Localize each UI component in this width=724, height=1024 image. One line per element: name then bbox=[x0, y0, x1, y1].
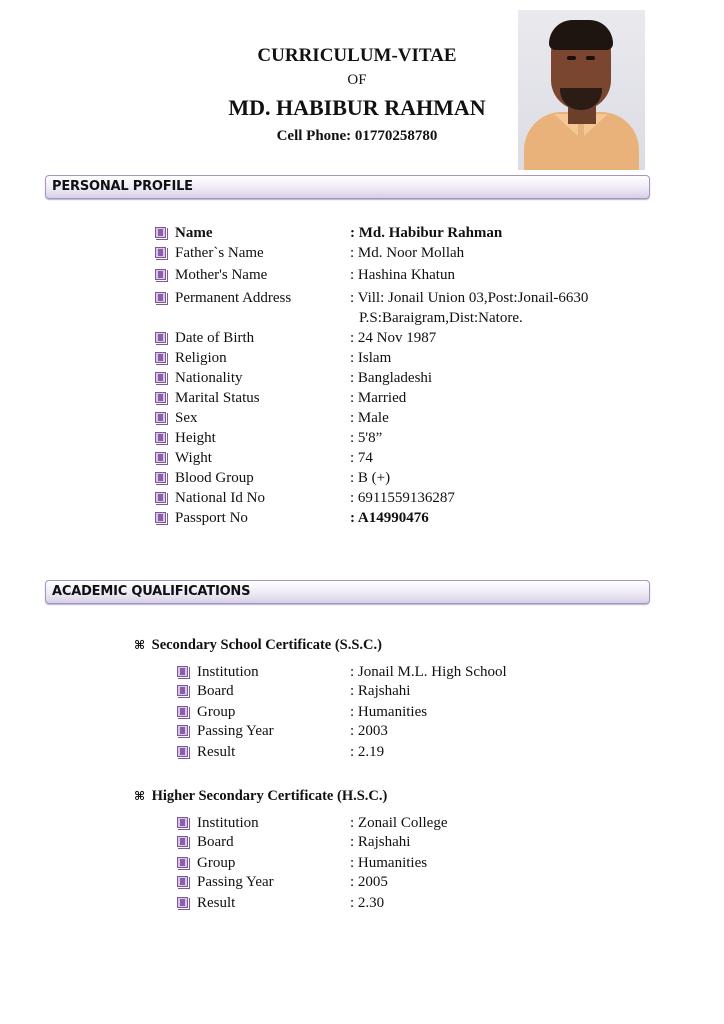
row-label: Mother's Name bbox=[175, 267, 268, 283]
row-label: Result bbox=[197, 744, 236, 760]
book-bullet-icon bbox=[155, 472, 166, 483]
cv-title: CURRICULUM-VITAE bbox=[257, 45, 457, 66]
book-bullet-icon bbox=[177, 725, 188, 736]
row-label: Board bbox=[197, 683, 234, 699]
profile-row-address-cont bbox=[155, 308, 655, 328]
profile-row-blood-group bbox=[155, 468, 655, 488]
row-value: : 2.19 bbox=[350, 744, 385, 760]
book-bullet-icon bbox=[155, 392, 166, 403]
row-value: : Humanities bbox=[350, 704, 428, 720]
row-value: : Rajshahi bbox=[350, 683, 411, 699]
row-label: Date of Birth bbox=[175, 330, 255, 346]
hsc-row-passing-year bbox=[177, 872, 657, 892]
section-personal-profile bbox=[45, 175, 650, 199]
row-value: : Hashina Khatun bbox=[350, 267, 455, 283]
hsc-row-group bbox=[177, 853, 657, 873]
book-bullet-icon bbox=[155, 269, 166, 280]
section-academic-qualifications bbox=[45, 580, 650, 604]
row-label: Father`s Name bbox=[175, 245, 264, 261]
book-bullet-icon bbox=[155, 292, 166, 303]
book-bullet-icon bbox=[155, 452, 166, 463]
book-bullet-icon bbox=[177, 876, 188, 887]
profile-row-height bbox=[155, 428, 655, 448]
hsc-heading bbox=[134, 788, 387, 805]
profile-row-dob bbox=[155, 328, 655, 348]
row-value: : 5'8” bbox=[350, 430, 383, 446]
row-label: Name bbox=[175, 225, 213, 241]
row-label: Institution bbox=[197, 815, 259, 831]
profile-row-nationality bbox=[155, 368, 655, 388]
ssc-heading bbox=[134, 637, 382, 654]
profile-row-father bbox=[155, 243, 655, 263]
hsc-row-result bbox=[177, 893, 657, 913]
row-label: Passing Year bbox=[197, 723, 274, 739]
profile-row-name bbox=[155, 223, 655, 243]
book-bullet-icon bbox=[155, 332, 166, 343]
ssc-row-group bbox=[177, 702, 657, 722]
row-value: : 2003 bbox=[350, 723, 388, 739]
section-title: PERSONAL PROFILE bbox=[52, 179, 193, 194]
row-value: : B (+) bbox=[350, 470, 391, 486]
command-bullet-icon: ⌘ bbox=[134, 789, 146, 803]
profile-photo bbox=[518, 10, 645, 170]
profile-row-national-id bbox=[155, 488, 655, 508]
row-value: : Md. Noor Mollah bbox=[350, 245, 465, 261]
row-value: : 24 Nov 1987 bbox=[350, 330, 437, 346]
profile-row-passport bbox=[155, 508, 655, 528]
row-value: : Jonail M.L. High School bbox=[350, 664, 507, 680]
book-bullet-icon bbox=[177, 857, 188, 868]
row-label: National Id No bbox=[175, 490, 265, 506]
row-label: Group bbox=[197, 855, 236, 871]
row-label: Result bbox=[197, 895, 236, 911]
row-value: : Married bbox=[350, 390, 407, 406]
row-label: Religion bbox=[175, 350, 227, 366]
book-bullet-icon bbox=[155, 352, 166, 363]
profile-row-address bbox=[155, 288, 655, 308]
row-label: Institution bbox=[197, 664, 259, 680]
book-bullet-icon bbox=[155, 247, 166, 258]
row-value: : Male bbox=[350, 410, 389, 426]
row-label: Nationality bbox=[175, 370, 243, 386]
ssc-row-passing-year bbox=[177, 721, 657, 741]
row-label: Wight bbox=[175, 450, 212, 466]
book-bullet-icon bbox=[177, 685, 188, 696]
cell-phone: Cell Phone: 01770258780 bbox=[276, 128, 438, 144]
ssc-row-institution bbox=[177, 662, 657, 682]
row-label: Height bbox=[175, 430, 216, 446]
ssc-row-board bbox=[177, 681, 657, 701]
row-value: : Md. Habibur Rahman bbox=[350, 225, 503, 241]
row-label: Passport No bbox=[175, 510, 248, 526]
book-bullet-icon bbox=[177, 746, 188, 757]
row-label: Group bbox=[197, 704, 236, 720]
section-title: ACADEMIC QUALIFICATIONS bbox=[52, 584, 251, 599]
row-value: : Rajshahi bbox=[350, 834, 411, 850]
profile-row-mother bbox=[155, 265, 655, 285]
row-label: Permanent Address bbox=[175, 290, 292, 306]
row-value: : Bangladeshi bbox=[350, 370, 433, 386]
hsc-row-board bbox=[177, 832, 657, 852]
command-bullet-icon: ⌘ bbox=[134, 638, 146, 652]
book-bullet-icon bbox=[155, 432, 166, 443]
ssc-row-result bbox=[177, 742, 657, 762]
row-label: Blood Group bbox=[175, 470, 254, 486]
row-value: : Islam bbox=[350, 350, 392, 366]
row-value: : Vill: Jonail Union 03,Post:Jonail-6630 bbox=[350, 290, 589, 306]
book-bullet-icon bbox=[155, 512, 166, 523]
book-bullet-icon bbox=[155, 412, 166, 423]
book-bullet-icon bbox=[177, 817, 188, 828]
row-label: Marital Status bbox=[175, 390, 260, 406]
row-value: : A14990476 bbox=[350, 510, 429, 526]
row-value: P.S:Baraigram,Dist:Natore. bbox=[359, 310, 523, 326]
row-label: Passing Year bbox=[197, 874, 274, 890]
hsc-heading-text: Higher Secondary Certificate (H.S.C.) bbox=[151, 788, 388, 804]
profile-row-religion bbox=[155, 348, 655, 368]
row-value: : Humanities bbox=[350, 855, 428, 871]
book-bullet-icon bbox=[155, 492, 166, 503]
profile-row-marital bbox=[155, 388, 655, 408]
book-bullet-icon bbox=[155, 372, 166, 383]
row-value: : 6911559136287 bbox=[350, 490, 455, 506]
profile-row-sex bbox=[155, 408, 655, 428]
book-bullet-icon bbox=[155, 227, 166, 238]
row-label: Board bbox=[197, 834, 234, 850]
book-bullet-icon bbox=[177, 897, 188, 908]
row-value: : Zonail College bbox=[350, 815, 448, 831]
candidate-name: MD. HABIBUR RAHMAN bbox=[228, 95, 486, 120]
row-label: Sex bbox=[175, 410, 198, 426]
profile-row-weight bbox=[155, 448, 655, 468]
hsc-row-institution bbox=[177, 813, 657, 833]
book-bullet-icon bbox=[177, 666, 188, 677]
row-value: : 74 bbox=[350, 450, 373, 466]
row-value: : 2.30 bbox=[350, 895, 385, 911]
book-bullet-icon bbox=[177, 706, 188, 717]
row-value: : 2005 bbox=[350, 874, 388, 890]
ssc-heading-text: Secondary School Certificate (S.S.C.) bbox=[151, 637, 382, 653]
cv-of: OF bbox=[347, 72, 367, 88]
book-bullet-icon bbox=[177, 836, 188, 847]
